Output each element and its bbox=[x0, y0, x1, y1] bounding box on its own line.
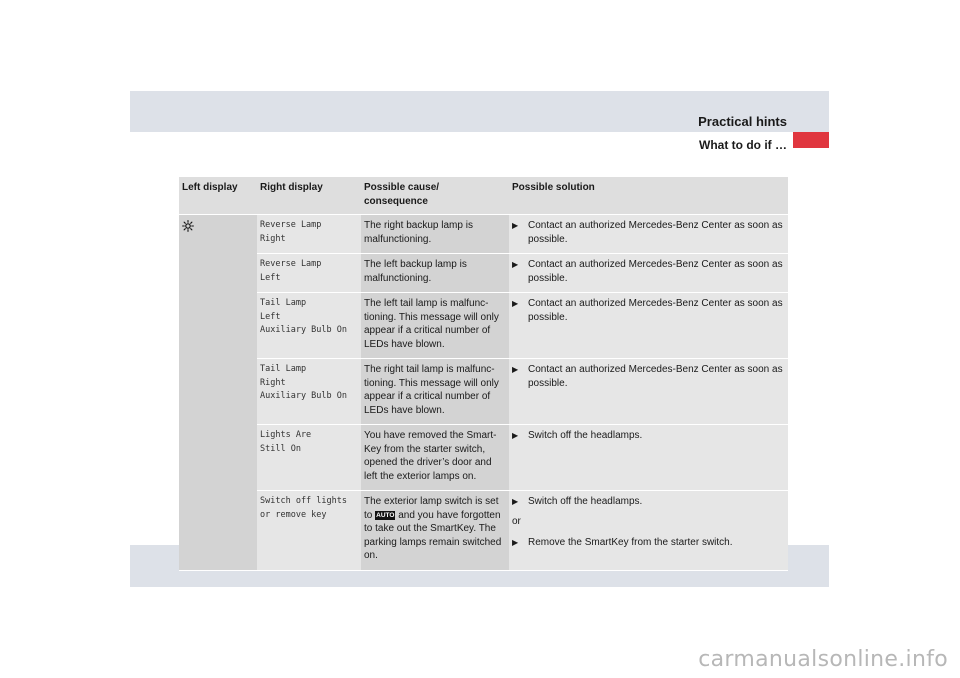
right-display-cell bbox=[257, 491, 361, 571]
section-tab-marker bbox=[793, 132, 829, 148]
table-header-row bbox=[179, 177, 788, 215]
right-display-cell bbox=[257, 215, 361, 254]
solution-cell bbox=[509, 425, 788, 491]
right-display-cell bbox=[257, 254, 361, 293]
solution-text: Contact an authorized Mercedes-Benz Center as soon as possible. bbox=[528, 220, 783, 245]
auto-symbol-icon: AUTO bbox=[376, 511, 395, 519]
display-text-line: Auxiliary Bulb On bbox=[260, 325, 347, 335]
solution-step bbox=[512, 495, 784, 509]
display-text-line: Auxiliary Bulb On bbox=[260, 391, 347, 401]
display-text-line: Lights Are bbox=[260, 430, 312, 440]
triangle-bullet-icon: ▶ bbox=[512, 260, 519, 269]
solution-text: Switch off the headlamps. bbox=[528, 430, 643, 441]
triangle-bullet-icon: ▶ bbox=[512, 365, 519, 374]
cause-cell: The right tail lamp is malfunc-tioning. This message will only appear if a critical number of LEDs have blown. bbox=[361, 359, 509, 425]
solution-step bbox=[512, 258, 784, 285]
column-header-solution: Possible solution bbox=[509, 177, 788, 215]
cause-cell: The left backup lamp is malfunctioning. bbox=[361, 254, 509, 293]
solution-text: Contact an authorized Mercedes-Benz Center as soon as possible. bbox=[528, 259, 783, 284]
display-text-line: Still On bbox=[260, 443, 301, 454]
display-text-line: Right bbox=[260, 233, 286, 244]
left-display-cell bbox=[179, 215, 257, 571]
triangle-bullet-icon: ▶ bbox=[512, 497, 519, 506]
solution-step bbox=[512, 363, 784, 390]
display-text-line: Left bbox=[260, 311, 281, 322]
section-title: Practical hints bbox=[698, 114, 787, 129]
watermark: carmanualsonline.info bbox=[698, 647, 948, 672]
triangle-bullet-icon: ▶ bbox=[512, 221, 519, 230]
display-messages-table bbox=[179, 177, 788, 571]
display-text-line: Tail Lamp bbox=[260, 298, 307, 308]
table-row bbox=[179, 359, 788, 425]
column-header-left-display: Left display bbox=[179, 177, 257, 215]
right-display-cell bbox=[257, 293, 361, 359]
solution-text: Contact an authorized Mercedes-Benz Center as soon as possible. bbox=[528, 298, 783, 323]
cause-text: The exterior lamp switch is set to bbox=[364, 496, 499, 521]
display-text-line: Reverse Lamp bbox=[260, 259, 322, 269]
solution-step bbox=[512, 429, 784, 443]
solution-cell bbox=[509, 359, 788, 425]
solution-step bbox=[512, 536, 784, 550]
table-row bbox=[179, 491, 788, 571]
triangle-bullet-icon: ▶ bbox=[512, 431, 519, 440]
cause-cell: The right backup lamp is malfunctioning. bbox=[361, 215, 509, 254]
display-text-line: or remove key bbox=[260, 509, 327, 520]
cause-text: and you have forgotten to take out the SmartKey. The parking lamps remain switched on. bbox=[364, 509, 502, 561]
solution-step bbox=[512, 297, 784, 324]
right-display-cell bbox=[257, 359, 361, 425]
table-row bbox=[179, 215, 788, 254]
solution-text: Remove the SmartKey from the starter switch. bbox=[528, 537, 733, 548]
triangle-bullet-icon: ▶ bbox=[512, 299, 519, 308]
cause-cell: The left tail lamp is malfunc-tioning. This message will only appear if a critical number of LEDs have blown. bbox=[361, 293, 509, 359]
table-row bbox=[179, 293, 788, 359]
table-row bbox=[179, 254, 788, 293]
solution-cell bbox=[509, 254, 788, 293]
solution-cell bbox=[509, 491, 788, 571]
exterior-lamp-icon bbox=[182, 220, 194, 232]
display-text-line: Right bbox=[260, 377, 286, 388]
display-text-line: Reverse Lamp bbox=[260, 220, 322, 230]
column-header-right-display: Right display bbox=[257, 177, 361, 215]
section-subtitle: What to do if … bbox=[699, 138, 787, 152]
right-display-cell bbox=[257, 425, 361, 491]
cause-cell: You have removed the Smart-Key from the starter switch, opened the driver’s door and left the exterior lamps on. bbox=[361, 425, 509, 491]
display-text-line: Left bbox=[260, 272, 281, 283]
solution-separator: or bbox=[512, 515, 521, 527]
display-text-line: Switch off lights bbox=[260, 496, 347, 506]
solution-text: Switch off the headlamps. bbox=[528, 496, 643, 507]
solution-cell bbox=[509, 215, 788, 254]
solution-text: Contact an authorized Mercedes-Benz Center as soon as possible. bbox=[528, 364, 783, 389]
solution-cell bbox=[509, 293, 788, 359]
cause-cell bbox=[361, 491, 509, 571]
table-row bbox=[179, 425, 788, 491]
solution-step bbox=[512, 219, 784, 246]
column-header-cause: Possible cause/ consequence bbox=[361, 177, 509, 215]
display-text-line: Tail Lamp bbox=[260, 364, 307, 374]
triangle-bullet-icon: ▶ bbox=[512, 538, 519, 547]
